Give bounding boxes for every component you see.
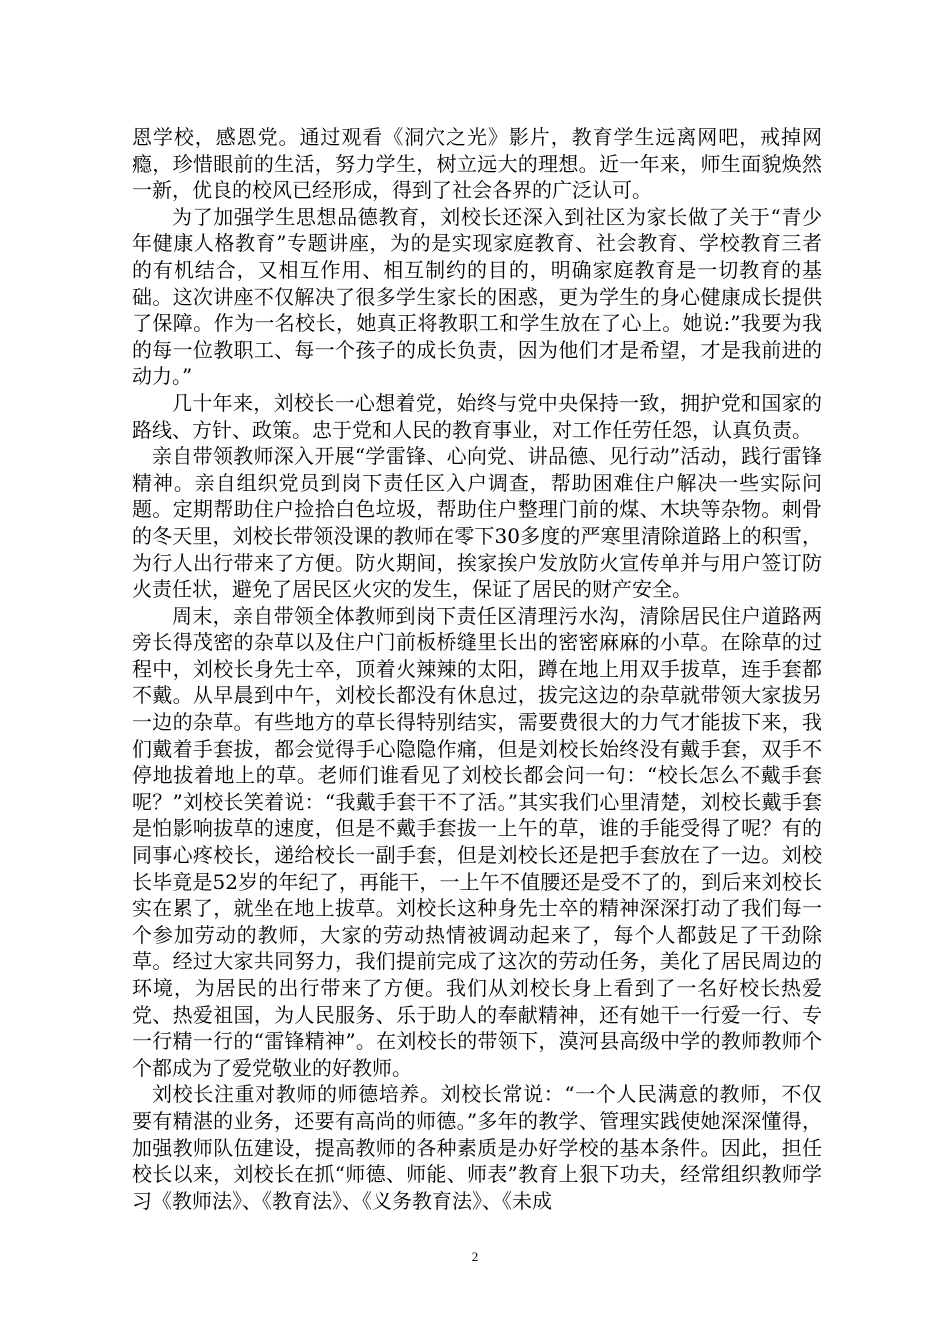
paragraph-2: 为了加强学生思想品德教育，刘校长还深入到社区为家长做了关于“青少年健康人格教育”专题讲座，为的是实现家庭教育、社会教育、学校教育三者的有机结合，又相互作用、相互制约的目的，明确家庭教育是一切教育的基础。这次讲座不仅解决了很多学生家长的困惑，更为学生的身心健康成长提供了保障。作为一名校长，她真正将教职工和学生放在了心上。她说:”我要为我的每一位教职工、每一个孩子的成长负责，因为他们才是希望，才是我前进的动力。” (132, 204, 822, 389)
page-number: 2 (471, 1249, 479, 1264)
paragraph-3: 几十年来，刘校长一心想着党，始终与党中央保持一致，拥护党和国家的路线、方针、政策。忠于党和人民的教育事业，对工作任劳任怨，认真负责。 (132, 390, 822, 442)
body-text (132, 124, 822, 1214)
paragraph-6: 刘校长注重对教师的师德培养。刘校长常说：“一个人民满意的教师，不仅要有精湛的业务，还要有高尚的师德。”多年的教学、管理实践使她深深懂得，加强教师队伍建设，提高教师的各种素质是办好学校的基本条件。因此，担任校长以来，刘校长在抓“师德、师能、师表”教育上狠下功夫，经常组织教师学习《教师法》、《教育法》、《义务教育法》、《未成 (132, 1082, 822, 1213)
paragraph-4: 亲自带领教师深入开展“学雷锋、心向党、讲品德、见行动”活动，践行雷锋精神。亲自组织党员到岗下责任区入户调查，帮助困难住户解决一些实际问题。定期帮助住户捡拾白色垃圾，帮助住户整理门前的煤、木块等杂物。刺骨的冬天里，刘校长带领没课的教师在零下30多度的严寒里清除道路上的积雪，为行人出行带来了方便。防火期间，挨家挨户发放防火宣传单并与用户签订防火责任状，避免了居民区火灾的发生，保证了居民的财产安全。 (132, 444, 822, 602)
paragraph-5: 周末，亲自带领全体教师到岗下责任区清理污水沟，清除居民住户道路两旁长得茂密的杂草以及住户门前板桥缝里长出的密密麻麻的小草。在除草的过程中，刘校长身先士卒，顶着火辣辣的太阳，蹲在地上用双手拔草，连手套都不戴。从早晨到中午，刘校长都没有休息过，拔完这边的杂草就带领大家拔另一边的杂草。有些地方的草长得特别结实，需要费很大的力气才能拔下来，我们戴着手套拔，都会觉得手心隐隐作痛，但是刘校长始终没有戴手套，双手不停地拔着地上的草。老师们谁看见了刘校长都会问一句：“校长怎么不戴手套呢？”刘校长笑着说：“我戴手套干不了活。”其实我们心里清楚，刘校长戴手套是怕影响拔草的速度，但是不戴手套拔一上午的草，谁的手能受得了呢？有的同事心疼校长，递给校长一副手套，但是刘校长还是把手套放在了一边。刘校长毕竟是52岁的年纪了，再能干，一上午不值腰还是受不了的，到后来刘校长实在累了，就坐在地上拔草。刘校长这种身先士卒的精神深深打动了我们每一个参加劳动的教师，大家的劳动热情被调动起来了，每个人都鼓足了干劲除草。经过大家共同努力，我们提前完成了这次的劳动任务，美化了居民周边的环境，为居民的出行带来了方便。我们从刘校长身上看到了一名好校长热爱党、热爱祖国，为人民服务、乐于助人的奉献精神，还有她干一行爱一行、专一行精一行的“雷锋精神”。在刘校长的带领下，漠河县高级中学的教师教师个个都成为了爱党敬业的好教师。 (132, 603, 822, 1080)
paragraph-1: 恩学校，感恩党。通过观看《洞穴之光》影片，教育学生远离网吧，戒掉网瘾，珍惜眼前的生活，努力学生，树立远大的理想。近一年来，师生面貌焕然一新，优良的校风已经形成，得到了社会各界的广泛认可。 (132, 125, 822, 203)
